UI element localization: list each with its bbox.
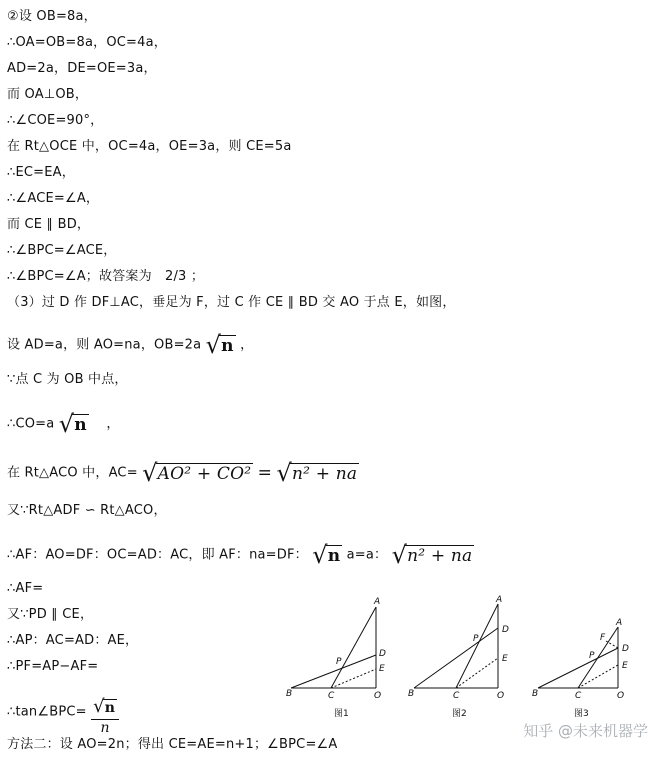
- text-line: ∴OA=OB=8a，OC=4a，: [7, 35, 167, 50]
- text-segment: ，: [93, 416, 120, 432]
- label-o: O: [617, 691, 625, 701]
- label-e: E: [502, 654, 508, 664]
- radicand: AO² + CO²: [157, 463, 252, 484]
- text-line-ac: [7, 459, 359, 487]
- label-d: D: [379, 649, 386, 659]
- caption-3: 图3: [574, 709, 589, 719]
- text-line: ∵点 C 为 OB 中点，: [7, 372, 128, 387]
- label-b: B: [532, 689, 539, 699]
- sqrt-expression: √AO² + CO²: [142, 459, 252, 487]
- text-segment: ∴tan∠BPC=: [7, 704, 87, 720]
- text-line: （3）过 D 作 DF⊥AC，垂足为 F，过 C 作 CE ∥ BD 交 AO 于点 E，如图，: [7, 295, 456, 310]
- caption-1: 图1: [334, 709, 349, 719]
- label-p: P: [473, 634, 479, 644]
- label-c: C: [328, 691, 335, 701]
- figure-1: [291, 607, 376, 688]
- watermark: 知乎 @未来机器学: [523, 722, 648, 740]
- text-segment: ，: [240, 337, 254, 353]
- fraction-numerator: √n: [91, 696, 119, 720]
- text-line: ∴∠ACE=∠A，: [7, 191, 100, 206]
- text-segment: a=a：: [346, 547, 388, 563]
- sqrt-expression: √n² + na: [276, 459, 358, 487]
- radicand: n: [104, 699, 116, 716]
- radicand: n² + na: [291, 463, 358, 484]
- label-b: B: [286, 689, 293, 699]
- label-c: C: [575, 691, 582, 701]
- figure-2: [414, 604, 498, 688]
- label-e: E: [379, 664, 385, 674]
- equals-sign: =: [257, 463, 273, 483]
- label-a: A: [496, 595, 503, 605]
- geometry-figures: [286, 592, 656, 722]
- text-line: ②设 OB=8a，: [7, 9, 97, 24]
- text-line: ∴PF=AP−AF=: [7, 659, 99, 674]
- radicand: n: [327, 545, 341, 566]
- text-line: 又∵Rt△ADF ∽ Rt△ACO，: [7, 503, 167, 518]
- label-a: A: [616, 618, 623, 628]
- figure-3: [538, 627, 618, 688]
- radicand: n: [221, 335, 234, 356]
- sqrt-expression: √n: [312, 541, 341, 569]
- label-b: B: [408, 689, 415, 699]
- label-p: P: [336, 657, 342, 667]
- caption-2: 图2: [452, 709, 467, 719]
- label-c: C: [453, 691, 460, 701]
- text-line: 而 OA⊥OB，: [7, 87, 89, 102]
- text-line-ao: [7, 331, 254, 359]
- text-line: AD=2a，DE=OE=3a，: [7, 61, 157, 76]
- text-line: 在 Rt△OCE 中，OC=4a，OE=3a，则 CE=5a: [7, 139, 292, 154]
- label-d: D: [502, 625, 509, 635]
- text-line: ∴∠COE=90°，: [7, 113, 104, 128]
- text-segment: 设 AD=a，则 AO=na，OB=2a: [7, 337, 202, 353]
- text-line-tan: [7, 692, 119, 736]
- sqrt-expression: √n² + na: [391, 541, 473, 569]
- label-o: O: [497, 691, 505, 701]
- text-line-co: [7, 410, 120, 438]
- label-e: E: [622, 661, 628, 671]
- label-a: A: [374, 597, 381, 607]
- sqrt-expression: √n: [205, 331, 234, 359]
- text-line: 又∵PD ∥ CE，: [7, 607, 94, 622]
- text-line: ∴AF=: [7, 581, 44, 596]
- sqrt-expression: √n: [58, 410, 87, 438]
- radicand: n² + na: [407, 545, 473, 566]
- text-line: ∴∠BPC=∠ACE，: [7, 243, 117, 258]
- text-line: 而 CE ∥ BD，: [7, 217, 91, 232]
- fraction: [91, 696, 119, 736]
- text-segment: ∴AF：AO=DF：OC=AD：AC，即 AF：na=DF：: [7, 547, 308, 563]
- text-line: ∴AP：AC=AD：AE，: [7, 633, 139, 648]
- text-line: 方法二：设 AO=2n；得出 CE=AE=n+1；∠BPC=∠A: [7, 737, 338, 752]
- text-segment: ∴CO=a: [7, 416, 55, 432]
- text-line: ∴EC=EA，: [7, 165, 75, 180]
- fraction-denominator: n: [100, 720, 110, 736]
- text-line-af: [7, 541, 474, 569]
- label-p: P: [589, 651, 595, 661]
- label-f: F: [600, 633, 606, 643]
- label-d: D: [622, 644, 629, 654]
- radicand: n: [74, 414, 87, 435]
- label-o: O: [374, 691, 382, 701]
- text-segment: 在 Rt△ACO 中，AC=: [7, 465, 138, 481]
- text-line: ∴∠BPC=∠A；故答案为 2/3 ；: [7, 269, 205, 284]
